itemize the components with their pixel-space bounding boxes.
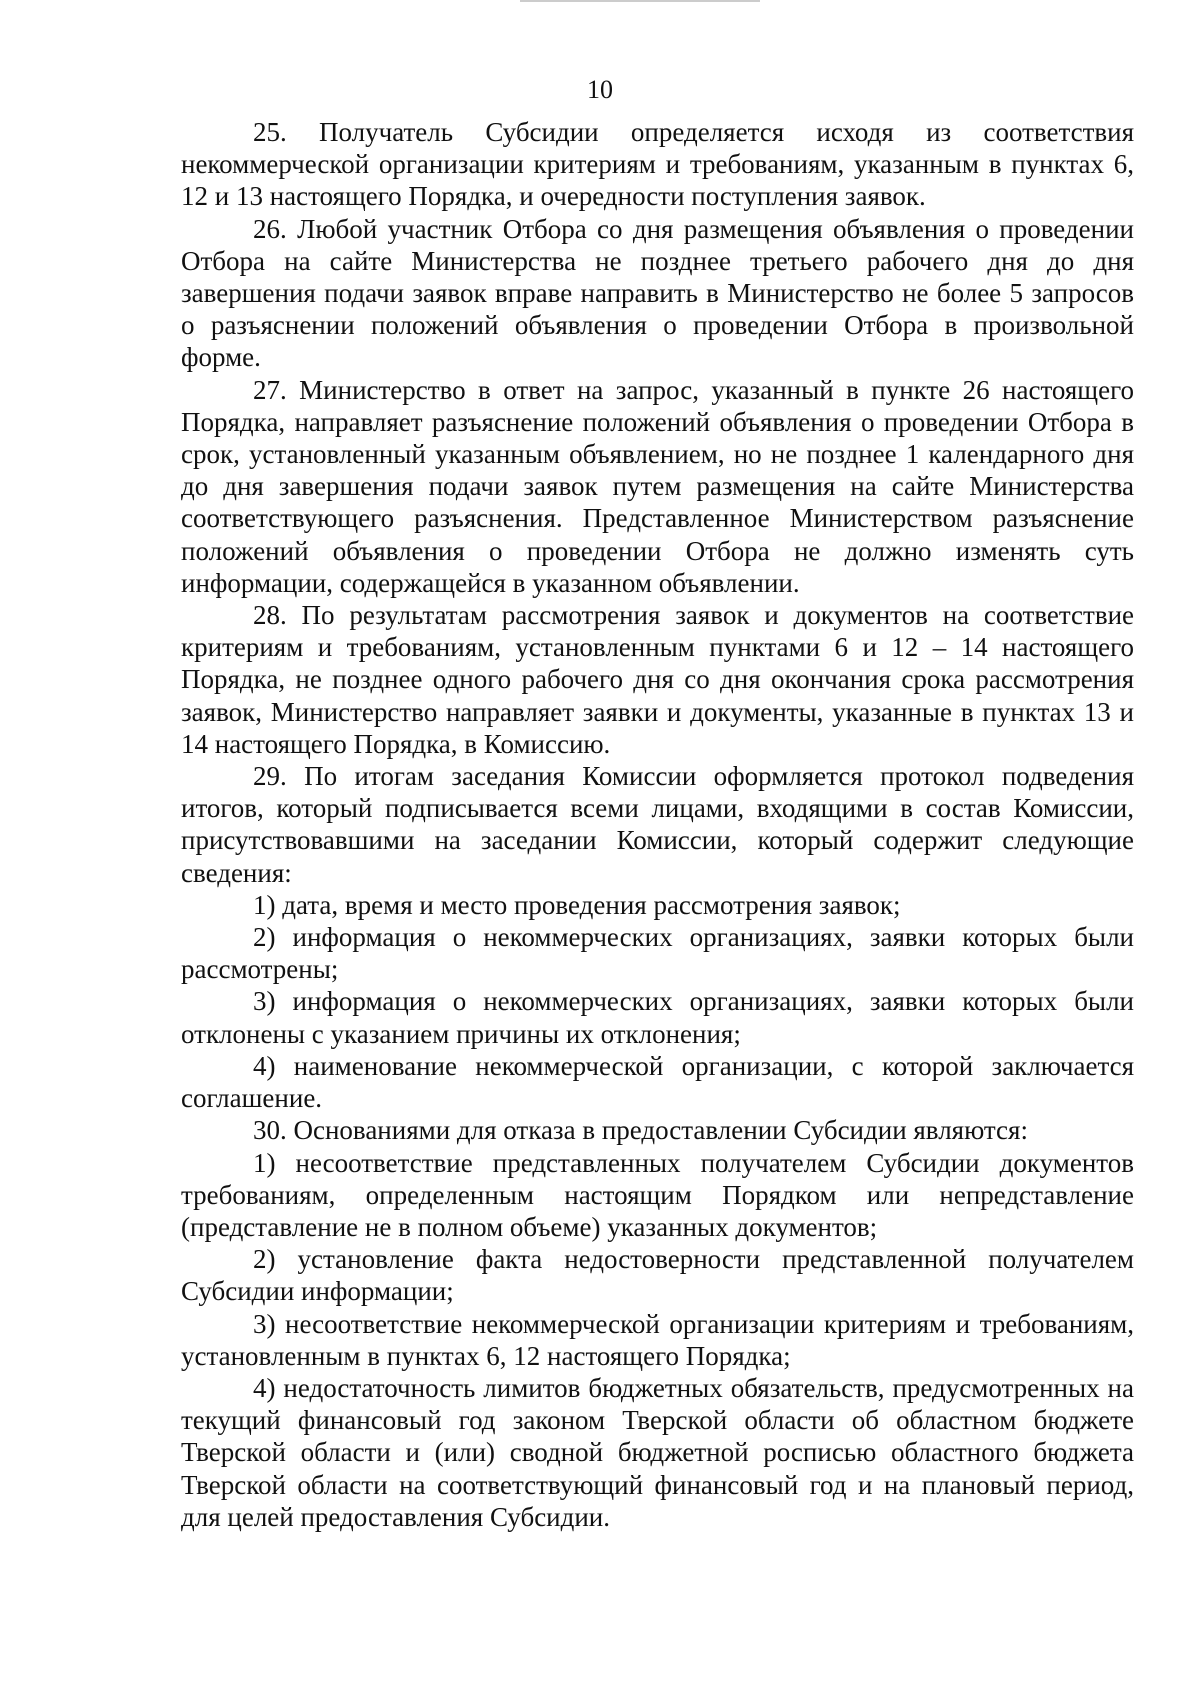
document-body	[181, 116, 1134, 1533]
paragraph-30: 30. Основаниями для отказа в предоставлении Субсидии являются:	[253, 1115, 1028, 1146]
paragraph-29-item-4: 4) наименование некоммерческой организации, с которой заключается соглашение.	[181, 1050, 1134, 1114]
paragraph-29-item-3: 3) информация о некоммерческих организациях, заявки которых были отклонены с указанием причины их отклонения;	[181, 986, 1134, 1049]
paragraph-28: 28. По результатам рассмотрения заявок и документов на соответствие критериям и требованиям, установленным пунктами 6 и 12 – 14 настоящего Порядка, не позднее одного рабочего дня со дня окончания срока рассмотрения заявок, Министерство направляет заявки и документы, указанные в пунктах 13 и 14 настоящего Порядка, в Комиссию.	[181, 600, 1134, 759]
paragraph-30-item-1: 1) несоответствие представленных получателем Субсидии документов требованиям, определенным настоящим Порядком или непредставление (представление не в полном объеме) указанных документов;	[181, 1147, 1134, 1242]
scan-artifact-line	[520, 0, 760, 2]
page-number: 10	[587, 75, 613, 104]
paragraph-30-item-2: 2) установление факта недостоверности представленной получателем Субсидии информации;	[181, 1244, 1134, 1307]
paragraph-27: 27. Министерство в ответ на запрос, указанный в пункте 26 настоящего Порядка, направляет разъяснение положений объявления о проведении Отбора в срок, установленный указанным объявлением, но не позднее 1 календарного дня до дня завершения подачи заявок путем размещения на сайте Министерства соответствующего разъяснения. Представленное Министерством разъяснение положений объявления о проведении Отбора не должно изменять суть информации, содержащейся в указанном объявлении.	[181, 374, 1134, 598]
paragraph-25: 25. Получатель Субсидии определяется исходя из соответствия некоммерческой организации критериям и требованиям, указанным в пунктах 6, 12 и 13 настоящего Порядка, и очередности поступления заявок.	[181, 117, 1134, 212]
paragraph-29-item-2: 2) информация о некоммерческих организациях, заявки которых были рассмотрены;	[181, 922, 1134, 985]
paragraph-26: 26. Любой участник Отбора со дня размещения объявления о проведении Отбора на сайте Министерства не позднее третьего рабочего дня до дня завершения подачи заявок вправе направить в Министерство не более 5 запросов о разъяснении положений объявления о проведении Отбора в произвольной форме.	[181, 213, 1134, 373]
paragraph-30-item-3: 3) несоответствие некоммерческой организации критериям и требованиям, установленным в пунктах 6, 12 настоящего Порядка;	[181, 1308, 1134, 1371]
paragraph-30-item-4: 4) недостаточность лимитов бюджетных обязательств, предусмотренных на текущий финансовый год законом Тверской области об областном бюджете Тверской области и (или) сводной бюджетной росписью областного бюджета Тверской области на соответствующий финансовый год и на плановый период, для целей предоставления Субсидии.	[181, 1372, 1134, 1532]
paragraph-29-item-1: 1) дата, время и место проведения рассмотрения заявок;	[253, 889, 901, 920]
paragraph-29: 29. По итогам заседания Комиссии оформляется протокол подведения итогов, который подписывается всеми лицами, входящими в состав Комиссии, присутствовавшими на заседании Комиссии, который содержит следующие сведения:	[181, 761, 1134, 888]
